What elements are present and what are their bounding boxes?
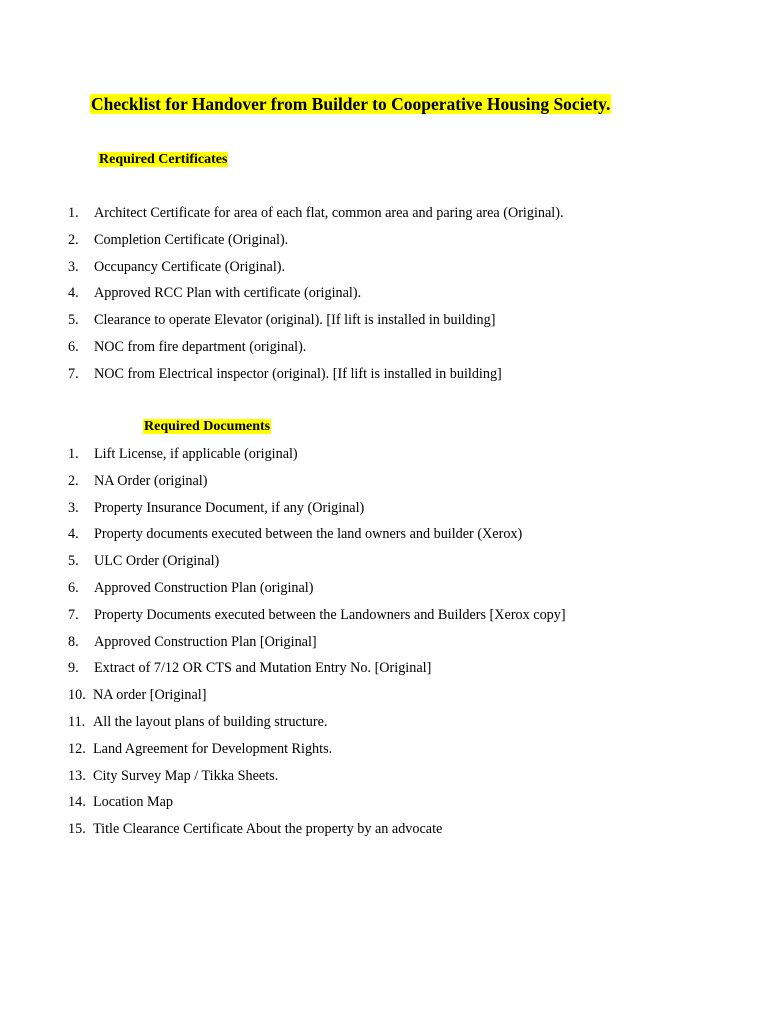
item-text: Architect Certificate for area of each flat, common area and paring area (Original). xyxy=(94,205,564,221)
item-number: 3. xyxy=(68,258,79,275)
item-text: Approved Construction Plan (original) xyxy=(94,579,314,596)
item-text: Clearance to operate Elevator (original). [If lift is installed in building] xyxy=(94,312,496,329)
item-text: NOC from fire department (original). xyxy=(94,338,307,355)
item-number: 1. xyxy=(68,205,79,221)
item-number: 14. xyxy=(68,794,86,811)
item-text: Property Insurance Document, if any (Original) xyxy=(94,499,365,516)
item-text: Property Documents executed between the Landowners and Builders [Xerox copy] xyxy=(94,606,566,623)
item-number: 12. xyxy=(68,740,86,757)
item-number: 4. xyxy=(68,526,79,543)
item-number: 8. xyxy=(68,633,79,650)
item-text: Lift License, if applicable (original) xyxy=(94,446,298,462)
documents-heading xyxy=(143,418,271,436)
documents-heading-text: Required Documents xyxy=(144,419,271,434)
item-number: 10. xyxy=(68,687,86,704)
item-number: 5. xyxy=(68,553,79,570)
item-text: ULC Order (Original) xyxy=(94,553,220,570)
item-number: 4. xyxy=(68,285,79,302)
item-number: 2. xyxy=(68,472,79,489)
item-text: NA order [Original] xyxy=(93,687,207,704)
item-text: Approved Construction Plan [Original] xyxy=(94,633,317,650)
certificates-heading-text: Required Certificates xyxy=(99,152,228,167)
item-number: 11. xyxy=(68,713,86,730)
item-text: Land Agreement for Development Rights. xyxy=(93,740,333,757)
item-number: 2. xyxy=(68,231,79,248)
item-text: Location Map xyxy=(93,794,173,811)
item-text: NOC from Electrical inspector (original). [If lift is installed in building] xyxy=(94,365,502,382)
document-title xyxy=(90,92,611,116)
certificates-heading xyxy=(98,151,228,169)
item-text: Approved RCC Plan with certificate (original). xyxy=(94,285,362,302)
item-text: Completion Certificate (Original). xyxy=(94,231,289,248)
item-text: Occupancy Certificate (Original). xyxy=(94,258,286,275)
document-title-text: Checklist for Handover from Builder to Cooperative Housing Society. xyxy=(91,94,611,114)
item-number: 6. xyxy=(68,338,79,355)
item-number: 1. xyxy=(68,446,79,462)
item-text: All the layout plans of building structure. xyxy=(93,713,328,730)
item-text: Title Clearance Certificate About the property by an advocate xyxy=(93,821,443,838)
item-number: 13. xyxy=(68,767,86,784)
item-number: 3. xyxy=(68,499,79,516)
item-text: Extract of 7/12 OR CTS and Mutation Entry No. [Original] xyxy=(94,660,432,677)
item-number: 5. xyxy=(68,312,79,329)
item-text: NA Order (original) xyxy=(94,472,208,489)
item-number: 7. xyxy=(68,606,79,623)
item-number: 7. xyxy=(68,365,79,382)
item-text: City Survey Map / Tikka Sheets. xyxy=(93,767,279,784)
item-text: Property documents executed between the land owners and builder (Xerox) xyxy=(94,526,523,543)
item-number: 6. xyxy=(68,579,79,596)
item-number: 9. xyxy=(68,660,79,677)
item-number: 15. xyxy=(68,821,86,838)
